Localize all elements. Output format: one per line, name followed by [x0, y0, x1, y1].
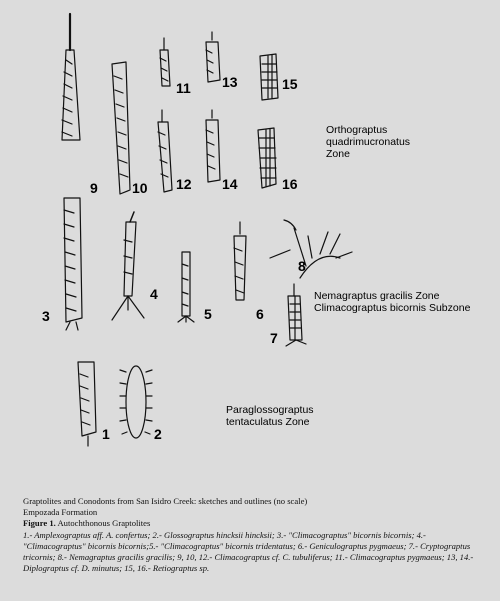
caption-line-2: Empozada Formation: [23, 507, 98, 518]
specimen-2-sketch: [120, 366, 152, 438]
zone-line: Orthograptus: [326, 124, 388, 136]
specimen-8-sketch: [270, 220, 352, 278]
specimen-number-14: 14: [222, 176, 238, 192]
specimen-number-1: 1: [102, 426, 110, 442]
zone-label-orthograptus: [326, 124, 410, 160]
zone-line: quadrimucronatus: [326, 136, 411, 148]
zone-line: Zone: [326, 148, 350, 160]
figure-title: Autochthonous Graptolites: [57, 518, 151, 529]
specimen-number-3: 3: [42, 308, 50, 324]
specimen-1-sketch: [78, 362, 96, 446]
caption-line-1: Graptolites and Conodonts from San Isidro Creek: sketches and outlines (no scale): [23, 496, 308, 506]
specimen-number-9: 9: [90, 180, 98, 196]
specimen-number-12: 12: [176, 176, 192, 192]
specimen-number-15: 15: [282, 76, 298, 92]
specimen-number-6: 6: [256, 306, 264, 322]
specimen-11-sketch: [160, 38, 170, 86]
zone-label-paraglossograptus: [226, 404, 314, 428]
caption-figure-heading: [23, 518, 488, 529]
specimen-13-sketch: [206, 32, 220, 82]
specimen-number-4: 4: [150, 286, 158, 302]
figure-label: Figure 1.: [23, 518, 56, 529]
specimen-number-10: 10: [132, 180, 148, 196]
specimen-number-5: 5: [204, 306, 212, 322]
specimen-14-sketch: [206, 110, 220, 182]
specimen-9-sketch: [62, 14, 80, 140]
specimen-16-sketch: [258, 128, 276, 188]
specimen-number-13: 13: [222, 74, 238, 90]
zone-line: tentaculatus Zone: [226, 416, 310, 428]
zone-line: Nemagraptus gracilis Zone: [314, 290, 440, 302]
specimen-15-sketch: [260, 54, 278, 100]
specimen-5-sketch: [178, 252, 194, 322]
specimen-number-2: 2: [154, 426, 162, 442]
specimen-12-sketch: [158, 110, 172, 192]
specimen-number-8: 8: [298, 258, 306, 274]
species-legend: 1.- Amplexograptus aff. A. confertus; 2.- Glossograptus hincksii hincksii; 3.- "Climacograptus" bicornis bicornis; 4.-"Climacograptus" bicornis bicornis;5.- "Climacograptus" bicornis tridentatus; 6.- Geniculograptus pygmaeus; 7.- Cryptograptus tricornis; 8.- Nemagraptus gracilis gracilis; 9, 10, 12.- Climacograptus cf. C. tubuliferus; 11.- Climacograptus pygmaeus; 13, 14.- Diplograptus cf. D. minutus; 15, 16.- Retiograptus sp.: [23, 529, 474, 574]
specimen-number-16: 16: [282, 176, 298, 192]
specimen-4-sketch: [112, 212, 144, 320]
specimen-6-sketch: [234, 222, 246, 300]
zone-line: Climacograptus bicornis Subzone: [314, 302, 471, 314]
zone-line: Paraglossograptus: [226, 404, 314, 416]
specimen-10-sketch: [112, 62, 130, 194]
specimen-number-7: 7: [270, 330, 278, 346]
zone-label-nemagraptus: [314, 290, 470, 314]
specimen-number-11: 11: [176, 80, 191, 96]
specimen-7-sketch: [286, 284, 306, 346]
figure-caption: [23, 496, 488, 574]
specimen-3-sketch: [64, 198, 82, 330]
